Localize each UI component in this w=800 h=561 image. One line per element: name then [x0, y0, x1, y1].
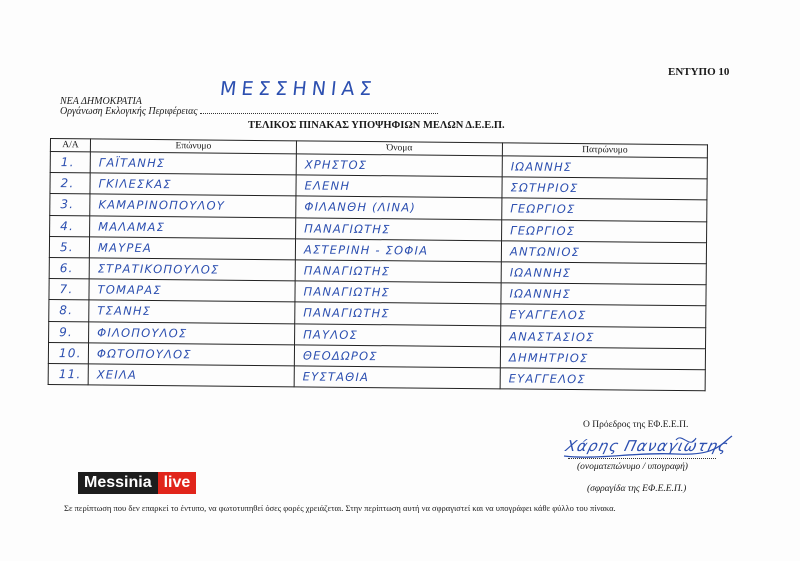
column-header-name: Όνομα: [296, 141, 502, 156]
row-name: ΕΛΕΝΗ: [296, 175, 502, 198]
row-surname: ΤΣΑΝΗΣ: [89, 300, 295, 323]
candidates-table: [48, 138, 708, 391]
row-name: ΕΥΣΤΑΘΙΑ: [294, 366, 500, 389]
row-surname: ΜΑΛΑΜΑΣ: [90, 215, 296, 238]
row-surname: ΜΑΥΡΕΑ: [89, 237, 295, 260]
row-patronymic: ΙΩΑΝΝΗΣ: [502, 156, 707, 179]
row-patronymic: ΑΝΤΩΝΙΟΣ: [501, 241, 706, 264]
stamp-label: (σφραγίδα της ΕΦ.Ε.Ε.Π.): [587, 484, 687, 494]
row-patronymic: ΣΩΤΗΡΙΟΣ: [502, 177, 707, 200]
row-name: ΘΕΟΔΩΡΟΣ: [294, 345, 500, 368]
row-patronymic: ΙΩΑΝΝΗΣ: [501, 262, 706, 285]
row-name: ΠΑΝΑΓΙΩΤΗΣ: [295, 302, 501, 325]
organization-dotted-line: [200, 104, 438, 114]
row-name: ΠΑΝΑΓΙΩΤΗΣ: [296, 217, 502, 240]
president-label: Ο Πρόεδρος της ΕΦ.Ε.Ε.Π.: [583, 420, 689, 430]
row-surname: ΣΤΡΑΤΙΚΟΠΟΥΛΟΣ: [89, 258, 295, 281]
row-index: 9.: [49, 321, 89, 343]
column-header-patronymic: Πατρώνυμο: [502, 143, 707, 158]
president-line: [583, 420, 688, 430]
party-name: ΝΕΑ ΔΗΜΟΚΡΑΤΙΑ: [60, 96, 142, 107]
table-title: ΤΕΛΙΚΟΣ ΠΙΝΑΚΑΣ ΥΠΟΨΗΦΙΩΝ ΜΕΛΩΝ Δ.Ε.Ε.Π.: [248, 120, 505, 131]
row-index: 5.: [49, 236, 89, 258]
row-surname: ΓΚΙΛΕΣΚΑΣ: [90, 173, 296, 196]
logo-live-text: live: [158, 472, 197, 494]
row-index: 7.: [49, 279, 89, 301]
row-surname: ΧΕΙΛΑ: [88, 364, 294, 387]
row-patronymic: ΙΩΑΝΝΗΣ: [501, 283, 706, 306]
region-handwritten: ΜΕΣΣΗΝΙΑΣ: [218, 78, 378, 100]
row-index: 4.: [50, 215, 90, 237]
logo-brand-text: Messinia: [78, 472, 158, 494]
row-patronymic: ΓΕΩΡΓΙΟΣ: [502, 198, 707, 221]
handwritten-signature: Χάρης Παναγιώτης: [563, 437, 731, 455]
row-surname: ΤΟΜΑΡΑΣ: [89, 279, 295, 302]
column-header-index: Α/Α: [50, 139, 90, 152]
row-index: 3.: [50, 194, 90, 216]
row-patronymic: ΕΥΑΓΓΕΛΟΣ: [501, 304, 706, 327]
row-name: ΦΙΛΑΝΘΗ (ΛΙΝΑ): [296, 196, 502, 219]
row-surname: ΦΙΛΟΠΟΥΛΟΣ: [89, 321, 295, 344]
row-surname: ΚΑΜΑΡΙΝΟΠΟΥΛΟΥ: [90, 194, 296, 217]
row-index: 10.: [48, 342, 88, 364]
form-code: ΕΝΤΥΠΟ 10: [668, 66, 730, 78]
row-name: ΠΑΝΑΓΙΩΤΗΣ: [295, 281, 501, 304]
organization-label: Οργάνωση Εκλογικής Περιφέρειας: [60, 106, 198, 117]
row-index: 2.: [50, 173, 90, 195]
row-index: 6.: [49, 257, 89, 279]
messinia-live-logo: [78, 472, 196, 494]
row-index: 1.: [50, 152, 90, 174]
row-name: ΑΣΤΕΡΙΝΗ - ΣΟΦΙΑ: [295, 239, 501, 262]
column-header-surname: Επώνυμο: [90, 139, 296, 154]
row-name: ΠΑΥΛΟΣ: [295, 323, 501, 346]
footnote: Σε περίπτωση που δεν επαρκεί το έντυπο, να φωτοτυπηθεί όσες φορές χρειάζεται. Στην περίπτωση αυτή να σφραγιστεί και να υπογράφει κάθε φύλλο του πίνακα.: [64, 503, 616, 513]
row-index: 11.: [48, 363, 88, 385]
row-patronymic: ΑΝΑΣΤΑΣΙΟΣ: [501, 325, 706, 348]
row-surname: ΦΩΤΟΠΟΥΛΟΣ: [88, 343, 294, 366]
signature-dotted-line: [568, 458, 716, 459]
row-patronymic: ΓΕΩΡΓΙΟΣ: [502, 219, 707, 242]
row-index: 8.: [49, 300, 89, 322]
row-patronymic: ΔΗΜΗΤΡΙΟΣ: [500, 347, 705, 370]
row-name: ΧΡΗΣΤΟΣ: [296, 154, 502, 177]
signature-label: (ονοματεπώνυμο / υπογραφή): [577, 462, 688, 472]
row-name: ΠΑΝΑΓΙΩΤΗΣ: [295, 260, 501, 283]
row-surname: ΓΑΪΤΑΝΗΣ: [90, 152, 296, 175]
organization-line: [60, 104, 438, 117]
row-patronymic: ΕΥΑΓΓΕΛΟΣ: [500, 368, 705, 391]
candidates-table-wrapper: [48, 138, 707, 391]
